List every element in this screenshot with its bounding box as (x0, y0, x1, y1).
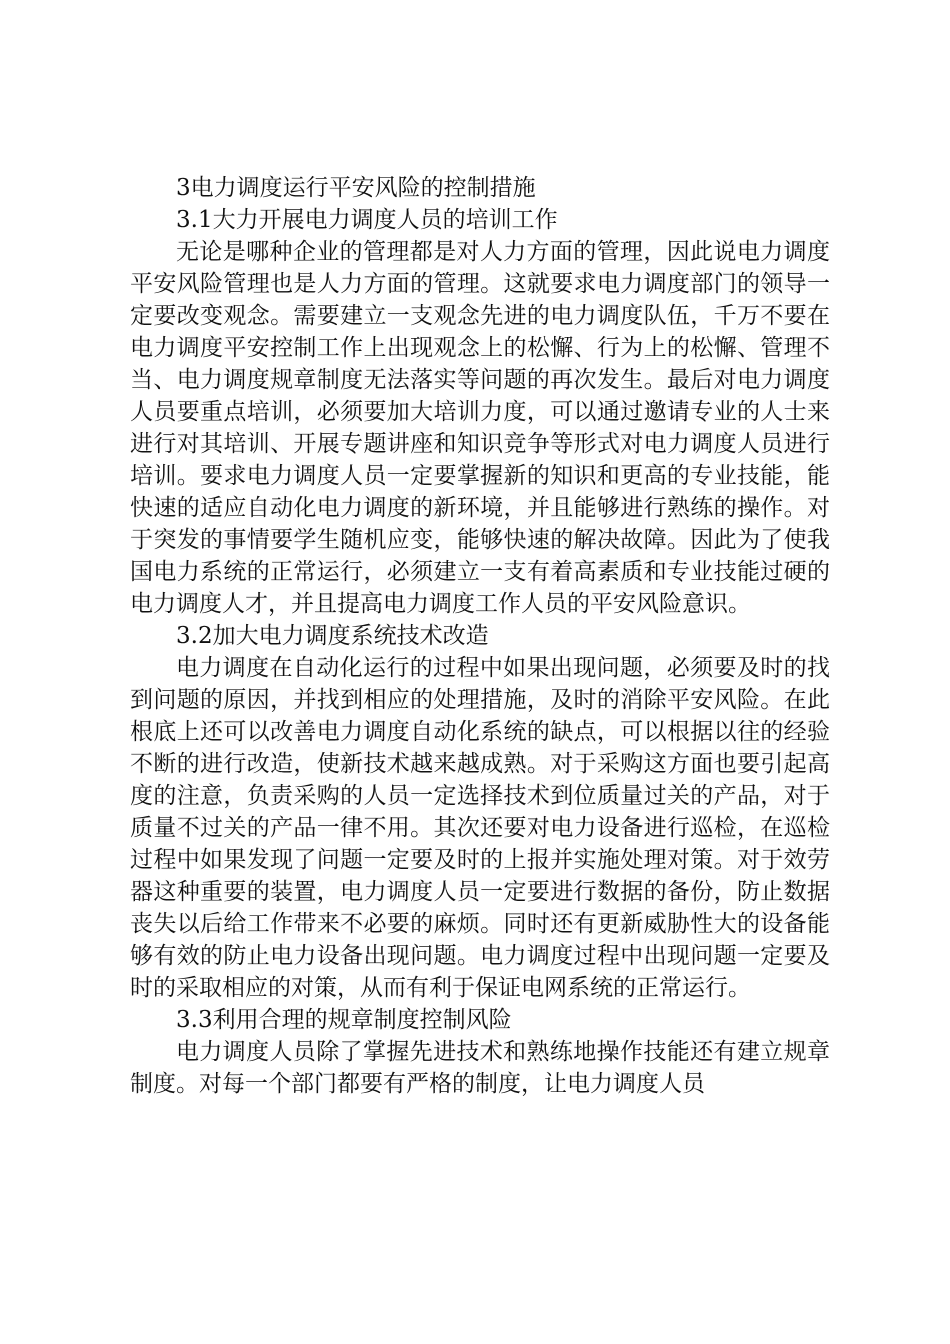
paragraph-3-3: 电力调度人员除了掌握先进技术和熟练地操作技能还有建立规章制度。对每一个部门都要有严格的制度，让电力调度人员 (130, 1039, 830, 1097)
subsection-heading-3-3: 3.3利用合理的规章制度控制风险 (176, 1007, 512, 1033)
document-body (130, 172, 830, 1100)
section-heading-3: 3电力调度运行平安风险的控制措施 (176, 175, 536, 201)
paragraph-3-1: 无论是哪种企业的管理都是对人力方面的管理，因此说电力调度平安风险管理也是人力方面的管理。这就要求电力调度部门的领导一定要改变观念。需要建立一支观念先进的电力调度队伍，千万不要在电力调度平安控制工作上出现观念上的松懈、行为上的松懈、管理不当、电力调度规章制度无法落实等问题的再次发生。最后对电力调度人员要重点培训，必须要加大培训力度，可以通过邀请专业的人士来进行对其培训、开展专题讲座和知识竞争等形式对电力调度人员进行培训。要求电力调度人员一定要掌握新的知识和更高的专业技能，能快速的适应自动化电力调度的新环境，并且能够进行熟练的操作。对于突发的事情要学生随机应变，能够快速的解决故障。因此为了使我国电力系统的正常运行，必须建立一支有着高素质和专业技能过硬的电力调度人才，并且提高电力调度工作人员的平安风险意识。 (130, 239, 830, 617)
subsection-heading-3-2: 3.2加大电力调度系统技术改造 (176, 623, 489, 649)
paragraph-3-2: 电力调度在自动化运行的过程中如果出现问题，必须要及时的找到问题的原因，并找到相应的处理措施，及时的消除平安风险。在此根底上还可以改善电力调度自动化系统的缺点，可以根据以往的经验不断的进行改造，使新技术越来越成熟。对于采购这方面也要引起高度的注意，负责采购的人员一定选择技术到位质量过关的产品，对于质量不过关的产品一律不用。其次还要对电力设备进行巡检，在巡检过程中如果发现了问题一定要及时的上报并实施处理对策。对于效劳器这种重要的装置，电力调度人员一定要进行数据的备份，防止数据丧失以后给工作带来不必要的麻烦。同时还有更新威胁性大的设备能够有效的防止电力设备出现问题。电力调度过程中出现问题一定要及时的采取相应的对策，从而有利于保证电网系统的正常运行。 (130, 655, 830, 1001)
subsection-heading-3-1: 3.1大力开展电力调度人员的培训工作 (176, 207, 558, 233)
